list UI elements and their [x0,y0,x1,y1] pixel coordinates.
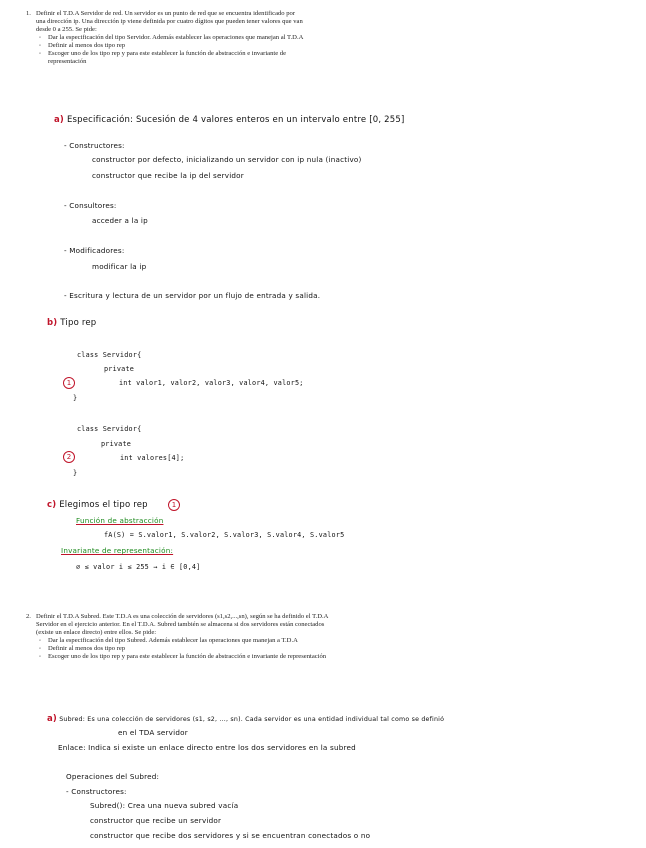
exercise-number: 1. [26,10,31,17]
rep2-private: private [101,440,132,448]
invariant-formula: ∅ ≤ valor i ≤ 255 → i ∈ [0,4] [76,563,201,571]
rep1-class: class Servidor{ [77,351,142,359]
rep2-class: class Servidor{ [77,425,142,433]
exercise-2 [26,613,342,661]
exercise-item: ◦ Definir al menos dos tipo rep [36,42,304,50]
exercise-1 [26,10,304,66]
answer2-a-label: a) [47,714,58,724]
answer-b-text: Tipo rep [60,318,97,328]
constructores-label: - Constructores: [64,141,125,150]
modificador-item: modificar la ip [92,262,147,271]
subred-constructor-item: Subred(): Crea una nueva subred vacía [90,801,239,810]
answer-a-text: Especificación: Sucesión de 4 valores enteros en un intervalo entre [0, 255] [66,115,405,125]
rep1-private: private [104,365,135,373]
abstraction-function-formula: fA(S) = S.valor1, S.valor2, S.valor3, S.valor4, S.valor5 [104,531,345,539]
subred-constructor-item: constructor que recibe dos servidores y si se encuentran conectados o no [90,831,371,840]
exercise-statement: Definir el T.D.A Subred. Este T.D.A es una colección de servidores (s1,s2,...,sn), según se ha definido el T.D.A Servidor en el ejercicio anterior. En el T.D.A. Subred también se almacena si dos servidores están conectados (existe un enlace directo) entre ellos. Se pide: [36,613,329,636]
rep2-close: } [73,469,78,477]
subred-constructor-item: constructor que recibe un servidor [90,816,222,825]
enlace-definition: Enlace: Indica si existe un enlace directo entre los dos servidores en la subred [58,743,356,752]
rep1-fields: int valor1, valor2, valor3, valor4, valor5; [119,379,304,387]
constructor-item: constructor que recibe la ip del servidor [92,171,244,180]
abstraction-function-label: Función de abstracción [76,516,164,525]
exercise-item: ◦ Dar la especificación del tipo Servidor. Además establecer las operaciones que manejan al T.D.A [36,34,304,42]
rep2-marker: 2 [63,451,75,463]
rep1-marker: 1 [63,377,75,389]
answer2-a-line1 [47,714,444,724]
answer-c-header [47,500,148,510]
consultor-item: acceder a la ip [92,216,148,225]
answer2-a-line2: en el TDA servidor [118,728,188,737]
constructor-item: constructor por defecto, inicializando un servidor con ip nula (inactivo) [92,155,362,164]
escritura-lectura: - Escritura y lectura de un servidor por un flujo de entrada y salida. [64,291,321,300]
modificadores-label: - Modificadores: [64,246,125,255]
answer2-a-text: Subred: Es una colección de servidores (s1, s2, ..., sn). Cada servidor es una entidad individual tal como se definió [59,716,445,723]
subred-constructores-label: - Constructores: [66,787,127,796]
operations-label: Operaciones del Subred: [66,772,160,781]
rep2-fields: int valores[4]; [120,454,185,462]
answer-c-text: Elegimos el tipo rep [59,500,148,510]
answer-a-label: a) [54,115,65,125]
answer-b-label: b) [47,318,58,328]
exercise-item: ◦ Escoger uno de los tipo rep y para este establecer la función de abstracción e invariante de representación [36,653,342,661]
exercise-item: ◦ Escoger uno de los tipo rep y para este establecer la función de abstracción e invariante de representación [36,50,304,66]
exercise-number: 2. [26,613,31,620]
exercise-item: ◦ Definir al menos dos tipo rep [36,645,342,653]
answer-c-label: c) [47,500,57,510]
consultores-label: - Consultores: [64,201,117,210]
exercise-item: ◦ Dar la especificación del tipo Subred. Además establecer las operaciones que manejan a T.D.A [36,637,342,645]
answer-a-header [54,115,404,125]
invariant-label: Invariante de representación: [61,546,174,555]
rep1-close: } [73,394,78,402]
exercise-statement: Definir el T.D.A Servidor de red. Un servidor es un punto de red que se encuentra identificado por una dirección ip. Una dirección ip viene definida por cuatro dígitos que pueden tener valores que van desde 0 a 255. Se pide: [36,10,303,33]
c-marker: 1 [168,499,180,511]
answer-b-header [47,318,96,328]
